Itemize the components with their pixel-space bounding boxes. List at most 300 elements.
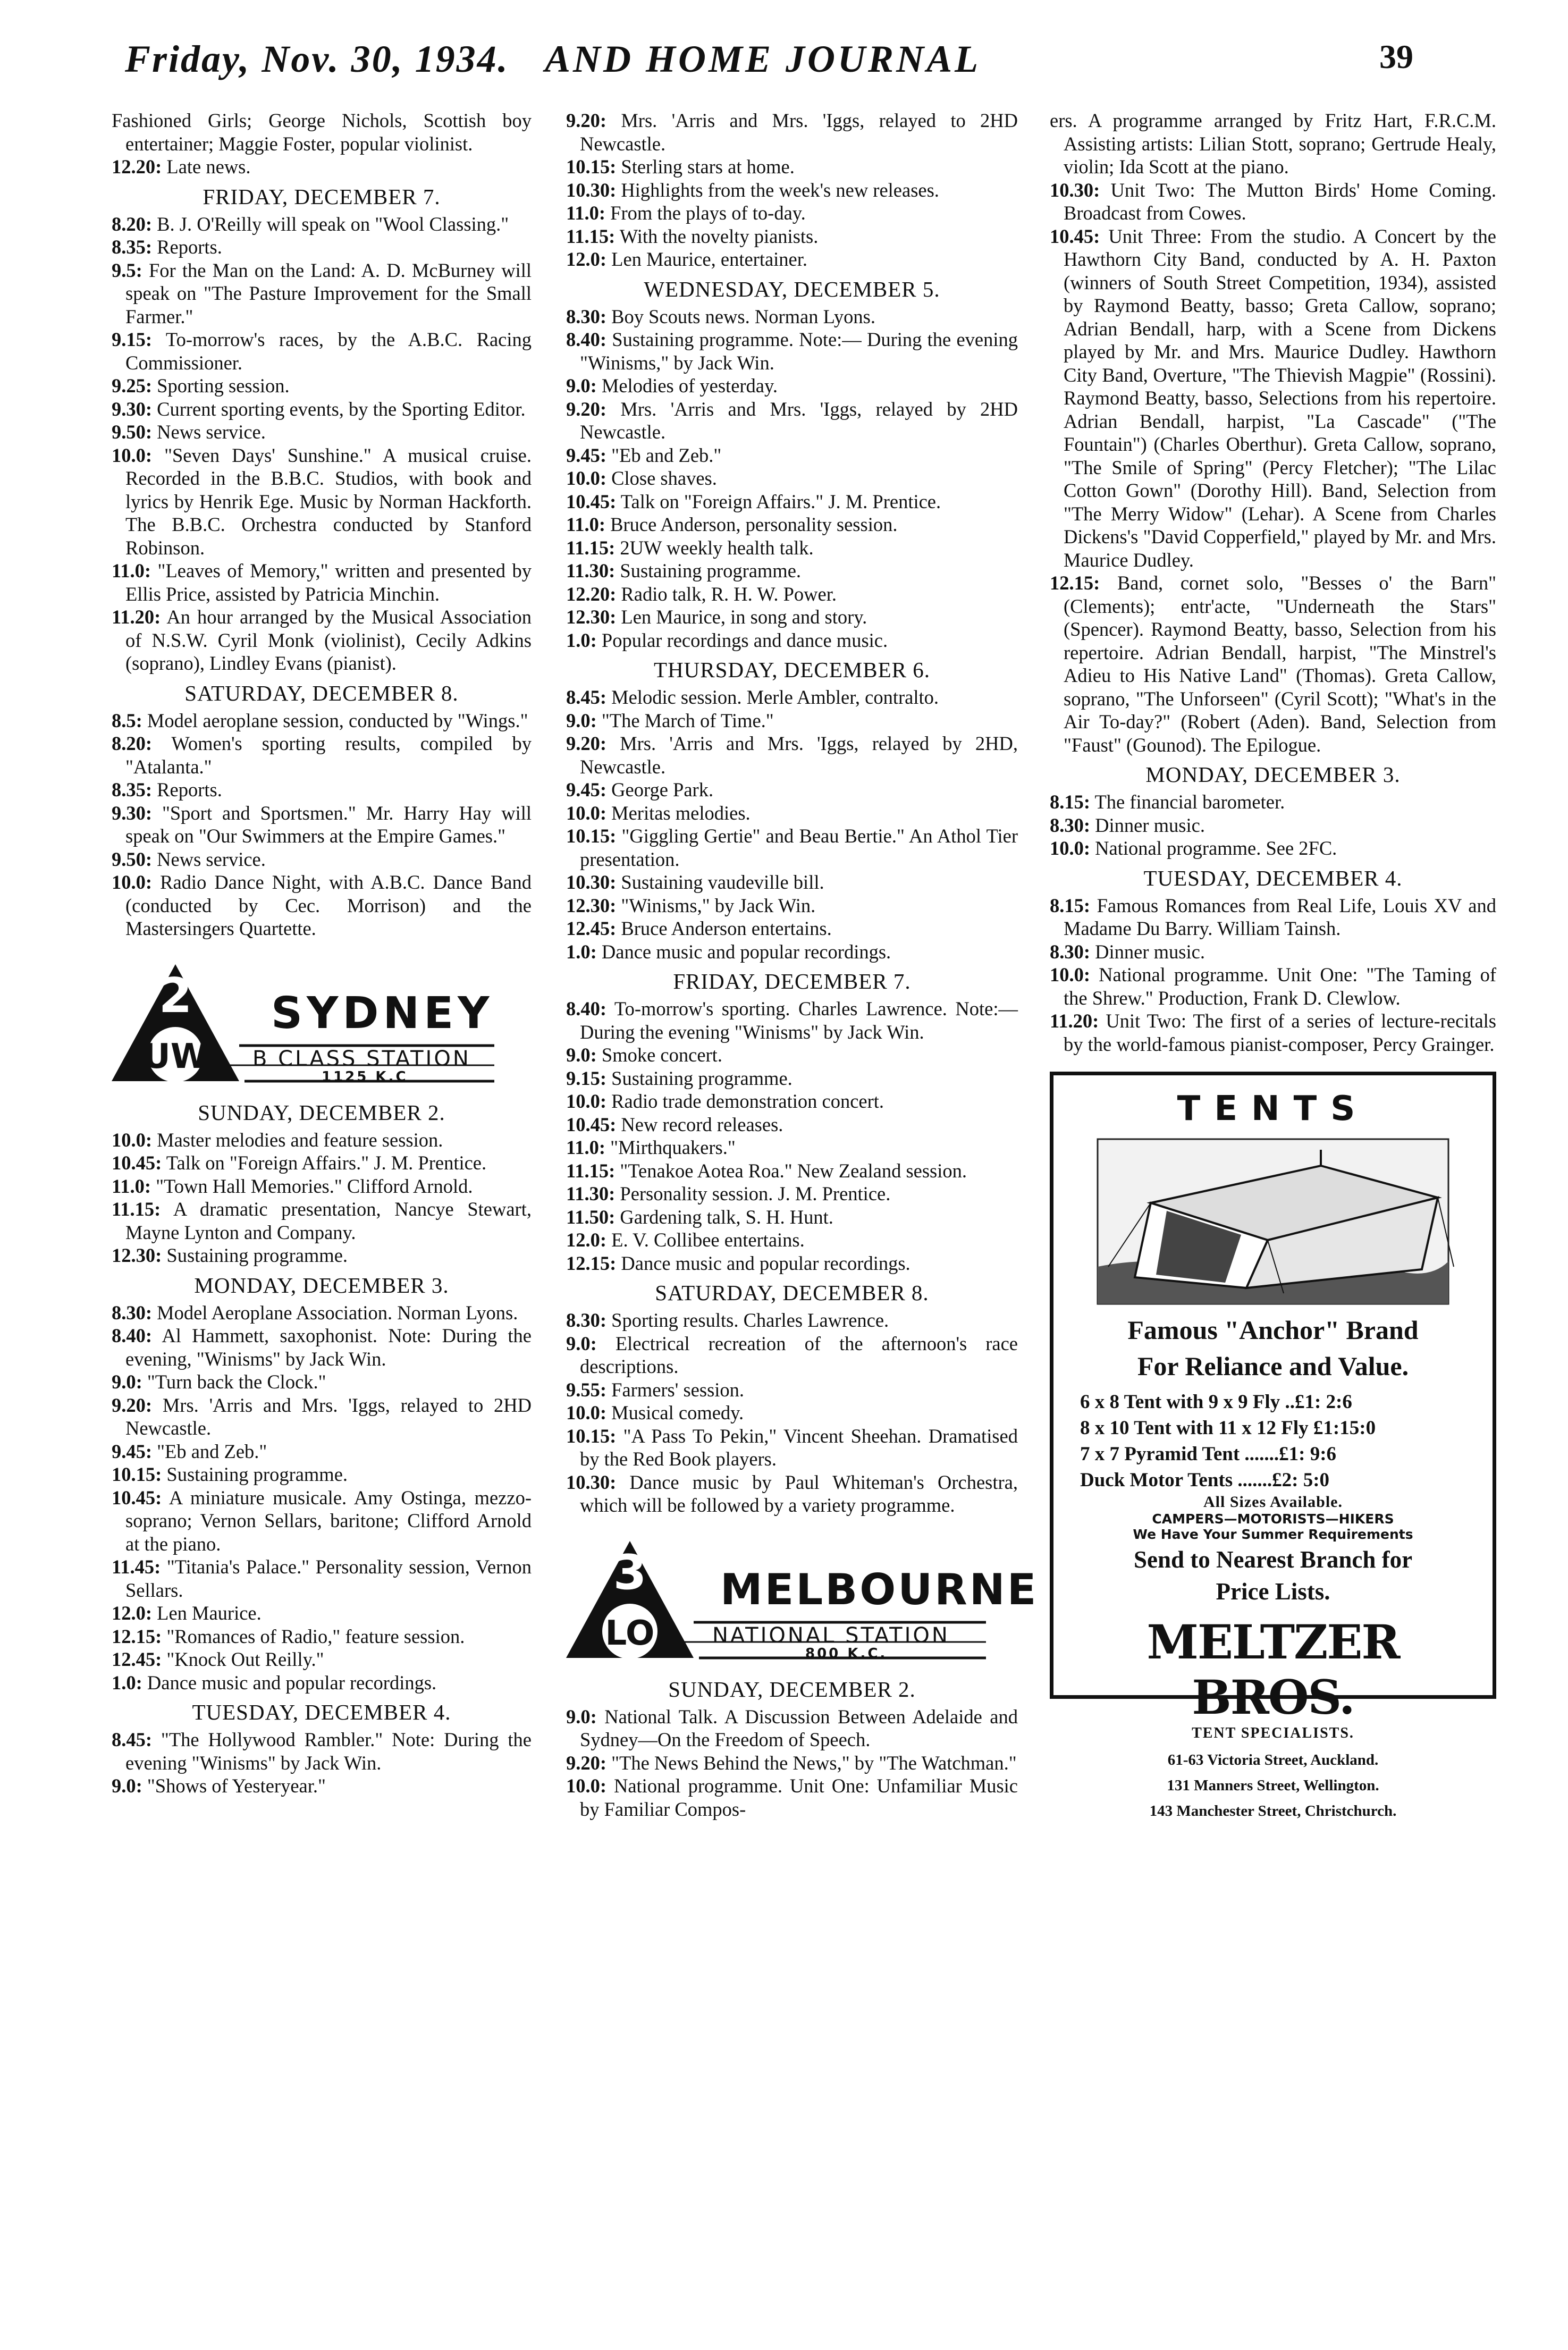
day-heading: WEDNESDAY, DECEMBER 5.	[644, 276, 940, 301]
program-entry	[112, 1198, 532, 1244]
program-time: 1.0:	[566, 629, 597, 651]
program-description: Radio talk, R. H. W. Power.	[621, 583, 837, 605]
program-entry	[1050, 940, 1496, 964]
program-entry	[112, 605, 532, 675]
program-entry	[566, 940, 1018, 964]
program-description: "Romances of Radio," feature session.	[166, 1625, 465, 1647]
issue-date: Friday, Nov. 30, 1934.	[125, 38, 509, 80]
program-time: 8.30:	[566, 1309, 607, 1331]
program-description: National programme. See 2FC.	[1095, 837, 1337, 859]
program-description: Reports.	[157, 779, 222, 801]
program-time: 9.0:	[566, 709, 597, 731]
program-description: Model Aeroplane Association. Norman Lyons.	[157, 1301, 518, 1324]
program-time: 9.45:	[112, 1440, 153, 1462]
program-time: 9.20:	[566, 732, 607, 754]
program-entry	[1050, 894, 1496, 940]
listing-section	[566, 657, 1018, 963]
program-entry	[566, 802, 1018, 825]
listing-section	[112, 1273, 532, 1695]
program-entry	[112, 1244, 532, 1267]
program-entry	[1050, 225, 1496, 572]
program-time: 12.30:	[566, 894, 617, 916]
program-entry	[566, 583, 1018, 606]
program-description: "The Hollywood Rambler." Note: During the evening "Winisms" by Jack Win.	[125, 1729, 532, 1774]
station-call-digit: 2	[158, 967, 192, 1024]
listing-section	[112, 1699, 532, 1798]
program-description: To-morrow's races, by the A.B.C. Racing Commissioner.	[125, 329, 532, 374]
program-entry	[566, 894, 1018, 917]
program-entry	[1050, 837, 1496, 860]
program-description: Current sporting events, by the Sporting Editor.	[157, 398, 526, 420]
program-time: 10.0:	[112, 1128, 153, 1151]
program-entry	[566, 1378, 1018, 1402]
program-description: "Shows of Yesteryear."	[147, 1775, 326, 1797]
program-entry	[112, 398, 532, 421]
program-description: Talk on "Foreign Affairs." J. M. Prentice.	[620, 490, 941, 512]
program-entry	[566, 1228, 1018, 1252]
program-description: Gardening talk, S. H. Hunt.	[620, 1206, 833, 1228]
program-description: Band, cornet solo, "Besses o' the Barn" (Clements); entr'acte, "Underneath the Stars" (Spencer). Raymond Beatty, basso, Selection from his repertoire. Adrian Bendall, harpist, "The Minstrel's Adieu to His Native Land" (Thomas). Greta Callow, soprano, "The Unforseen" (Cyril Scott); "What's in the Air To-day?" (Robert (Aden). Band, Selection from "Faust" (Gounod). The Epilogue.	[1064, 572, 1496, 756]
program-description: Sporting session.	[157, 375, 290, 397]
program-time: 9.0:	[566, 1044, 597, 1066]
program-entry	[566, 1182, 1018, 1206]
column-3	[1050, 109, 1497, 1820]
program-description: "Eb and Zeb."	[157, 1440, 267, 1462]
program-description: Dinner music.	[1095, 940, 1205, 963]
program-time: 11.15:	[112, 1198, 161, 1220]
day-heading: SUNDAY, DECEMBER 2.	[198, 1100, 445, 1125]
program-time: 12.0:	[566, 248, 607, 270]
program-description: To-morrow's sporting. Charles Lawrence. Note:—During the evening "Winisms" by Jack Win.	[580, 998, 1018, 1043]
listing-section	[566, 1677, 1018, 1821]
program-description: Boy Scouts news. Norman Lyons.	[611, 305, 875, 327]
program-time: 9.45:	[566, 779, 607, 801]
program-description: An hour arranged by the Musical Association of N.S.W. Cyril Monk (violinist), Cecily Adkins (soprano), Lindley Evans (pianist).	[125, 606, 532, 674]
program-entry	[566, 605, 1018, 629]
program-time: 9.45:	[566, 444, 607, 466]
program-entry	[112, 802, 532, 848]
page-number: 39	[1379, 38, 1413, 75]
program-description: Len Maurice, entertainer.	[611, 248, 808, 270]
program-time: 10.30:	[566, 179, 617, 201]
program-time: 12.0:	[112, 1602, 153, 1624]
program-entry	[1050, 814, 1496, 837]
program-description: Reports.	[157, 236, 222, 258]
program-entry	[1050, 1009, 1496, 1056]
program-description: "Knock Out Reilly."	[166, 1648, 324, 1670]
price-line: 7 x 7 Pyramid Tent .......£1: 9:6	[1080, 1443, 1337, 1465]
program-description: Model aeroplane session, conducted by "Wings."	[147, 709, 528, 731]
program-entry	[566, 917, 1018, 940]
station-banner-3lo	[566, 1533, 1039, 1671]
program-time: 10.45:	[566, 1113, 617, 1135]
program-description: Melodies of yesterday.	[601, 375, 778, 397]
program-description: Master melodies and feature session.	[157, 1128, 443, 1151]
program-description: Sustaining programme.	[166, 1244, 348, 1266]
program-entry	[112, 778, 532, 802]
program-time: 12.15:	[112, 1625, 162, 1647]
program-time: 8.30:	[566, 305, 607, 327]
program-time: 8.40:	[566, 998, 607, 1020]
program-time: 10.0:	[112, 871, 153, 893]
program-description: "Giggling Gertie" and Beau Bertie." An Athol Tier presentation.	[580, 825, 1018, 870]
listing-section	[112, 184, 532, 675]
station-call-letters: UW	[142, 1037, 208, 1076]
page-header	[0, 32, 1568, 112]
program-entry	[566, 1401, 1018, 1425]
station-city: MELBOURNE	[720, 1564, 1039, 1614]
listing-section	[1050, 865, 1496, 1056]
ad-brand-line: Famous "Anchor" Brand	[1127, 1315, 1419, 1345]
program-entry	[566, 686, 1018, 709]
program-description: Farmers' session.	[611, 1378, 745, 1401]
program-entry	[1050, 179, 1496, 225]
program-description: Dance music and popular recordings.	[147, 1671, 437, 1694]
program-description: Mrs. 'Arris and Mrs. 'Iggs, relayed to 2HD Newcastle.	[125, 1394, 532, 1439]
program-entry	[566, 513, 1018, 536]
program-description: The financial barometer.	[1094, 791, 1285, 813]
program-description: "Town Hall Memories." Clifford Arnold.	[156, 1175, 473, 1197]
company-tagline: TENT SPECIALISTS.	[1192, 1725, 1354, 1741]
program-time: 10.0:	[566, 467, 607, 489]
program-description: A miniature musicale. Amy Ostinga, mezzo-soprano; Vernon Sellars, baritone; Clifford Arnold at the piano.	[125, 1486, 532, 1555]
program-time: 12.20:	[112, 156, 162, 178]
program-time: 9.0:	[566, 1332, 597, 1354]
day-heading: TUESDAY, DECEMBER 4.	[1143, 865, 1403, 890]
program-time: 9.20:	[566, 398, 607, 420]
program-description: Smoke concert.	[601, 1044, 722, 1066]
program-entry	[112, 1301, 532, 1325]
program-description: New record releases.	[621, 1113, 783, 1135]
program-entry	[1050, 109, 1496, 179]
day-heading: TUESDAY, DECEMBER 4.	[192, 1700, 451, 1724]
program-time: 11.0:	[566, 202, 606, 224]
program-description: Sustaining vaudeville bill.	[621, 871, 824, 893]
program-description: For the Man on the Land: A. D. McBurney will speak on "The Pasture Improvement for the Small Farmer."	[125, 259, 532, 327]
program-time: 9.20:	[566, 1751, 607, 1774]
program-entry	[566, 1252, 1018, 1275]
program-time: 8.15:	[1050, 791, 1091, 813]
program-entry	[566, 732, 1018, 778]
program-entry	[566, 1425, 1018, 1471]
program-time: 11.30:	[566, 560, 616, 582]
program-entry	[112, 1486, 532, 1556]
program-time: 9.0:	[112, 1371, 142, 1393]
program-entry	[112, 444, 532, 560]
program-description: Mrs. 'Arris and Mrs. 'Iggs, relayed to 2HD Newcastle.	[580, 110, 1018, 155]
program-description: Dinner music.	[1095, 814, 1205, 836]
listing-section	[566, 109, 1018, 271]
program-description: "The News Behind the News," by "The Watchman."	[611, 1751, 1017, 1774]
program-entry	[566, 1751, 1018, 1775]
program-entry	[566, 225, 1018, 248]
program-entry	[566, 1159, 1018, 1183]
program-entry	[566, 1113, 1018, 1136]
program-entry	[112, 1728, 532, 1774]
program-time: 10.0:	[566, 1090, 607, 1112]
program-description: Unit Three: From the studio. A Concert by the Hawthorn City Band, conducted by A. H. Paxton (winners of South Street Competition, 1934), assisted by Raymond Beatty, basso; Greta Callow, soprano; Adrian Bendall, harp, with a Scene from Dickens played by Mr. and Mrs. Maurice Dudley. Hawthorn City Band, Overture, "The Thievish Magpie" (Rossini). Raymond Beatty, basso, Selections from his repertoire. Adrian Bendall, harpist, "La Cascade" ("The Fountain") (Charles Oberthur). Greta Callow, soprano, "The Smile of Spring" (Percy Fletcher); "The Lilac Cotton Gown" (Dorothy Hill). Band, Selection from "The Merry Widow" (Lehar). A Scene from Charles Dickens's "David Copperfield," played by Mr. and Mrs. Maurice Dudley.	[1064, 225, 1496, 571]
program-description: George Park.	[611, 779, 714, 801]
program-entry	[112, 732, 532, 778]
program-time: 12.15:	[1050, 572, 1100, 594]
program-time: 10.15:	[566, 1425, 617, 1447]
program-time: 10.45:	[566, 490, 617, 512]
program-entry	[566, 467, 1018, 490]
program-time: 9.5:	[112, 259, 142, 281]
program-time: 9.0:	[566, 375, 597, 397]
program-entry	[112, 1602, 532, 1625]
day-heading: FRIDAY, DECEMBER 7.	[203, 184, 441, 209]
program-time: 10.15:	[566, 825, 617, 847]
program-entry	[566, 1332, 1018, 1378]
program-entry	[566, 328, 1018, 374]
program-entry	[112, 1774, 532, 1798]
program-description: "Tenakoe Aotea Roa." New Zealand session.	[620, 1159, 967, 1182]
program-description: Close shaves.	[611, 467, 717, 489]
program-entry	[566, 398, 1018, 444]
program-entry	[566, 536, 1018, 560]
program-entry	[112, 1625, 532, 1648]
program-entry	[112, 213, 532, 236]
ad-campers: CAMPERS—MOTORISTS—HIKERS	[1152, 1511, 1394, 1527]
program-time: 8.45:	[566, 686, 607, 708]
program-description: Famous Romances from Real Life, Louis XV and Madame Du Barry. William Tainsh.	[1064, 894, 1497, 939]
program-description: "Mirthquakers."	[610, 1136, 736, 1158]
program-entry	[566, 155, 1018, 179]
program-description: News service.	[157, 421, 266, 443]
program-description: Bruce Anderson entertains.	[621, 917, 832, 939]
program-description: "Eb and Zeb."	[611, 444, 722, 466]
program-time: 10.30:	[566, 871, 617, 893]
program-time: 11.50:	[566, 1206, 616, 1228]
program-time: 9.30:	[112, 398, 153, 420]
day-heading: SUNDAY, DECEMBER 2.	[668, 1677, 916, 1702]
tents-advertisement	[1050, 1072, 1496, 1820]
program-time: 12.0:	[566, 1229, 607, 1251]
program-entry	[566, 109, 1018, 155]
program-time: 12.20:	[566, 583, 617, 605]
listing-section	[112, 1100, 532, 1267]
program-entry	[566, 490, 1018, 513]
program-time: 11.20:	[1050, 1010, 1099, 1032]
program-description: Bruce Anderson, personality session.	[610, 513, 898, 535]
ad-send-line: Price Lists.	[1216, 1578, 1330, 1605]
program-time: 10.30:	[566, 1471, 617, 1493]
program-time: 9.15:	[566, 1067, 607, 1089]
program-entry	[566, 1774, 1018, 1821]
program-entry	[112, 1555, 532, 1602]
program-description: "Turn back the Clock."	[147, 1371, 326, 1393]
program-description: Highlights from the week's new releases.	[621, 179, 939, 201]
program-entry	[566, 201, 1018, 225]
program-entry	[566, 629, 1018, 652]
program-time: 8.20:	[112, 732, 153, 754]
program-description: Dance music by Paul Whiteman's Orchestra, which will be followed by a variety programme.	[580, 1471, 1018, 1516]
program-entry	[112, 848, 532, 871]
program-time: 9.20:	[566, 110, 607, 131]
day-heading: SATURDAY, DECEMBER 8.	[184, 680, 459, 705]
program-description: Melodic session. Merle Ambler, contralto.	[611, 686, 939, 708]
program-entry	[112, 1440, 532, 1463]
program-time: 8.20:	[112, 213, 153, 235]
program-entry	[112, 1394, 532, 1440]
listing-section	[566, 968, 1018, 1275]
day-heading: THURSDAY, DECEMBER 6.	[654, 658, 930, 682]
program-entry	[112, 1648, 532, 1671]
program-time: 8.5:	[112, 709, 142, 731]
program-description: Musical comedy.	[611, 1402, 744, 1424]
listing-section	[112, 680, 532, 940]
program-description: "The March of Time."	[601, 709, 774, 731]
program-description: Mrs. 'Arris and Mrs. 'Iggs, relayed by 2HD, Newcastle.	[580, 732, 1018, 778]
program-description: Sustaining programme. Note:— During the evening "Winisms," by Jack Win.	[580, 329, 1018, 374]
program-description: Personality session. J. M. Prentice.	[620, 1183, 891, 1205]
program-time: 9.0:	[112, 1775, 142, 1797]
program-description: Electrical recreation of the afternoon's race descriptions.	[580, 1332, 1018, 1377]
day-heading: FRIDAY, DECEMBER 7.	[673, 969, 911, 993]
program-description: E. V. Collibee entertains.	[611, 1229, 805, 1251]
program-time: 8.40:	[112, 1325, 153, 1346]
station-frequency: 1125 K.C	[322, 1068, 408, 1085]
program-time: 9.50:	[112, 421, 153, 443]
program-description: Sustaining programme.	[611, 1067, 793, 1089]
program-time: 8.35:	[112, 236, 153, 258]
program-time: 11.0:	[566, 1136, 606, 1158]
program-time: 11.45:	[112, 1556, 161, 1578]
program-time: 12.30:	[566, 606, 617, 628]
program-entry	[112, 1671, 532, 1695]
program-time: 10.15:	[112, 1463, 162, 1485]
branch-address: 131 Manners Street, Wellington.	[1167, 1777, 1379, 1794]
program-description: Radio trade demonstration concert.	[611, 1090, 884, 1112]
program-description: Dance music and popular recordings.	[621, 1252, 911, 1274]
program-description: Sterling stars at home.	[621, 156, 795, 178]
program-entry	[112, 1463, 532, 1486]
program-time: 12.30:	[112, 1244, 162, 1266]
program-description: Len Maurice.	[157, 1602, 262, 1624]
program-entry	[1050, 571, 1496, 756]
price-line: 8 x 10 Tent with 11 x 12 Fly £1:15:0	[1080, 1417, 1376, 1439]
program-entry	[112, 1370, 532, 1394]
program-entry	[566, 709, 1018, 732]
program-entry	[112, 155, 532, 179]
program-time: 11.0:	[566, 513, 606, 535]
program-time: 9.20:	[112, 1394, 153, 1416]
program-description: Unit Two: The Mutton Birds' Home Coming. Broadcast from Cowes.	[1064, 179, 1496, 224]
program-entry	[566, 1043, 1018, 1067]
program-description: "A Pass To Pekin," Vincent Sheehan. Dramatised by the Red Book players.	[580, 1425, 1018, 1470]
day-heading: MONDAY, DECEMBER 3.	[1145, 762, 1401, 787]
program-entry	[566, 1471, 1018, 1517]
program-description: Meritas melodies.	[611, 802, 751, 824]
program-description: Radio Dance Night, with A.B.C. Dance Band (conducted by Cec. Morrison) and the Mastersingers Quartette.	[125, 871, 532, 939]
program-description: Dance music and popular recordings.	[601, 940, 891, 963]
program-entry	[566, 1090, 1018, 1113]
program-time: 8.35:	[112, 779, 153, 801]
program-entry	[112, 235, 532, 259]
program-description: "Titania's Palace." Personality session, Vernon Sellars.	[125, 1556, 532, 1601]
program-entry	[1050, 790, 1496, 814]
program-entry	[112, 871, 532, 940]
program-time: 8.40:	[566, 329, 607, 350]
program-time: 10.45:	[112, 1486, 162, 1509]
listing-section	[566, 1280, 1018, 1517]
program-entry	[566, 778, 1018, 802]
ad-brand-line: For Reliance and Value.	[1137, 1351, 1409, 1381]
branch-address: 143 Manchester Street, Christchurch.	[1149, 1802, 1397, 1820]
program-entry	[112, 1324, 532, 1370]
program-entry	[566, 997, 1018, 1043]
program-entry	[566, 1309, 1018, 1332]
station-class: B CLASS STATION	[252, 1046, 471, 1071]
column-1	[112, 109, 532, 1798]
program-time: 9.0:	[566, 1705, 597, 1728]
price-line: 6 x 8 Tent with 9 x 9 Fly ..£1: 2:6	[1080, 1391, 1352, 1413]
program-description: Sustaining programme.	[166, 1463, 348, 1485]
program-time: 12.15:	[566, 1252, 617, 1274]
program-time: 11.15:	[566, 225, 616, 247]
program-entry	[112, 420, 532, 444]
program-description: ers. A programme arranged by Fritz Hart, F.R.C.M. Assisting artists: Lilian Stott, soprano; Gertrude Healy, violin; Ida Scott at the piano.	[1050, 110, 1496, 178]
program-time: 8.15:	[1050, 894, 1091, 916]
program-time: 11.15:	[566, 536, 616, 559]
program-time: 11.30:	[566, 1183, 616, 1205]
journal-title: AND HOME JOURNAL	[545, 38, 981, 80]
company-name: MELTZER BROS.	[1147, 1614, 1400, 1725]
program-time: 8.30:	[112, 1301, 153, 1324]
program-description: Unit Two: The first of a series of lecture-recitals by the world-famous pianist-composer, Percy Grainger.	[1064, 1010, 1497, 1055]
branch-address: 61-63 Victoria Street, Auckland.	[1167, 1751, 1379, 1768]
program-description: National programme. Unit One: Unfamiliar Music by Familiar Compos-	[580, 1775, 1018, 1820]
program-time: 10.0:	[1050, 964, 1091, 986]
program-time: 9.30:	[112, 802, 153, 824]
program-description: Sustaining programme.	[620, 560, 802, 582]
program-description: Mrs. 'Arris and Mrs. 'Iggs, relayed by 2HD Newcastle.	[580, 398, 1018, 443]
program-entry	[112, 709, 532, 732]
program-time: 9.50:	[112, 848, 153, 870]
program-entry	[566, 248, 1018, 271]
program-entry	[566, 559, 1018, 583]
program-entry	[566, 374, 1018, 398]
program-time: 10.0:	[566, 1402, 607, 1424]
program-entry	[112, 328, 532, 374]
program-description: Talk on "Foreign Affairs." J. M. Prentice.	[166, 1152, 487, 1174]
price-line: Duck Motor Tents .......£2: 5:0	[1080, 1469, 1330, 1491]
program-entry	[566, 1206, 1018, 1229]
ad-heading: TENTS	[1177, 1089, 1369, 1128]
program-time: 10.15:	[566, 156, 617, 178]
program-time: 11.20:	[112, 606, 161, 628]
day-heading: MONDAY, DECEMBER 3.	[194, 1273, 449, 1298]
station-call-letters: LO	[605, 1613, 655, 1653]
program-description: Al Hammett, saxophonist. Note: During the evening, "Winisms" by Jack Win.	[125, 1325, 532, 1370]
program-time: 10.45:	[1050, 225, 1100, 247]
program-description: News service.	[157, 848, 266, 870]
program-description: "Seven Days' Sunshine." A musical cruise. Recorded in the B.B.C. Studios, with book and lyrics by Henrik Ege. Music by Norman Hackforth. The B.B.C. Orchestra conducted by Stanford Robinson.	[125, 444, 532, 559]
ad-sizes: All Sizes Available.	[1203, 1493, 1343, 1511]
program-time: 8.45:	[112, 1729, 153, 1750]
program-entry	[112, 1128, 532, 1152]
program-entry	[566, 871, 1018, 894]
program-description: Fashioned Girls; George Nichols, Scottish boy entertainer; Maggie Foster, popular violinist.	[112, 110, 532, 155]
program-entry	[112, 374, 532, 398]
program-time: 8.30:	[1050, 814, 1091, 836]
program-description: Len Maurice, in song and story.	[621, 606, 867, 628]
program-description: From the plays of to-day.	[610, 202, 806, 224]
program-time: 11.0:	[112, 560, 151, 582]
program-time: 8.30:	[1050, 940, 1091, 963]
program-description: A dramatic presentation, Nancye Stewart, Mayne Lynton and Company.	[125, 1198, 532, 1243]
